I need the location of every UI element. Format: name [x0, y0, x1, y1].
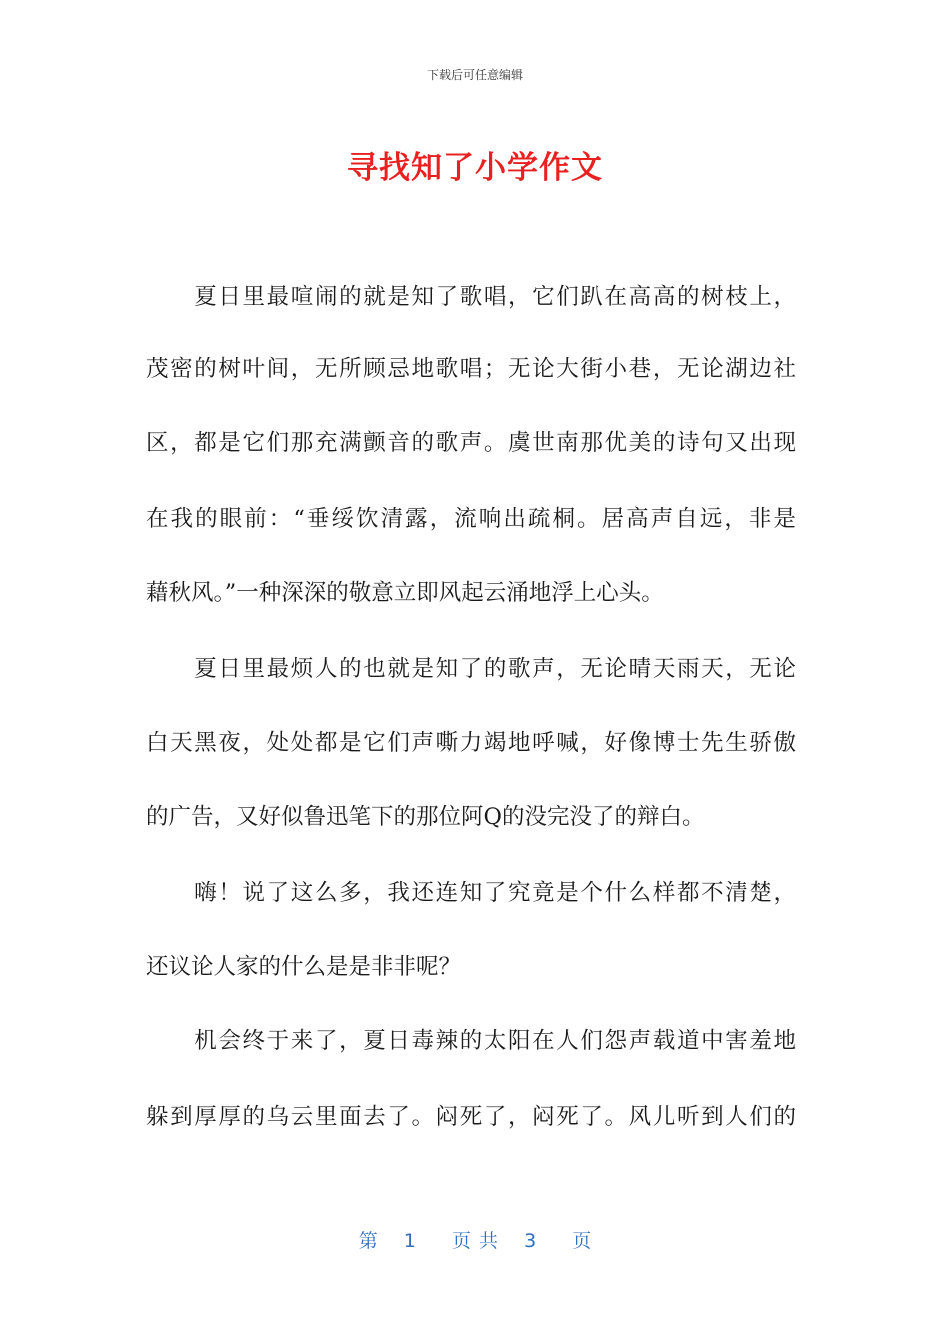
body-line: 茂密的树叶间，无所顾忌地歌唱；无论大街小巷，无论湖边社 [146, 356, 796, 382]
body-line: 夏日里最烦人的也就是知了的歌声，无论晴天雨天，无论 [146, 656, 796, 682]
page-label-suffix: 页 [572, 1230, 592, 1252]
body-line: 躲到厚厚的乌云里面去了。闷死了，闷死了。风儿听到人们的 [146, 1104, 796, 1130]
body-line: 嗨！说了这么多，我还连知了究竟是个什么样都不清楚， [146, 880, 796, 906]
body-line: 区，都是它们那充满颤音的歌声。虞世南那优美的诗句又出现 [146, 430, 796, 456]
body-line: 在我的眼前：“垂绥饮清露，流响出疏桐。居高声自远，非是 [146, 506, 796, 532]
body-line: 的广告，又好似鲁迅笔下的那位阿Q的没完没了的辩白。 [146, 804, 705, 830]
header-note: 下载后可任意编辑 [426, 68, 523, 82]
body-line: 藉秋风。”一种深深的敬意立即风起云涌地浮上心头。 [146, 580, 664, 606]
body-line: 机会终于来了，夏日毒辣的太阳在人们怨声载道中害羞地 [146, 1028, 796, 1054]
body-line: 还议论人家的什么是是非非呢？ [146, 954, 462, 980]
body-line: 夏日里最喧闹的就是知了歌唱，它们趴在高高的树枝上， [146, 284, 796, 310]
page-footer [0, 1226, 950, 1253]
page-label-mid: 页共 [451, 1230, 506, 1252]
body-line: 白天黑夜，处处都是它们声嘶力竭地呼喊，好像博士先生骄傲 [146, 730, 796, 756]
document-title: 寻找知了小学作文 [347, 150, 603, 186]
current-page-number: 1 [403, 1230, 416, 1252]
page-label-prefix: 第 [358, 1230, 378, 1252]
total-pages-number: 3 [524, 1230, 537, 1252]
